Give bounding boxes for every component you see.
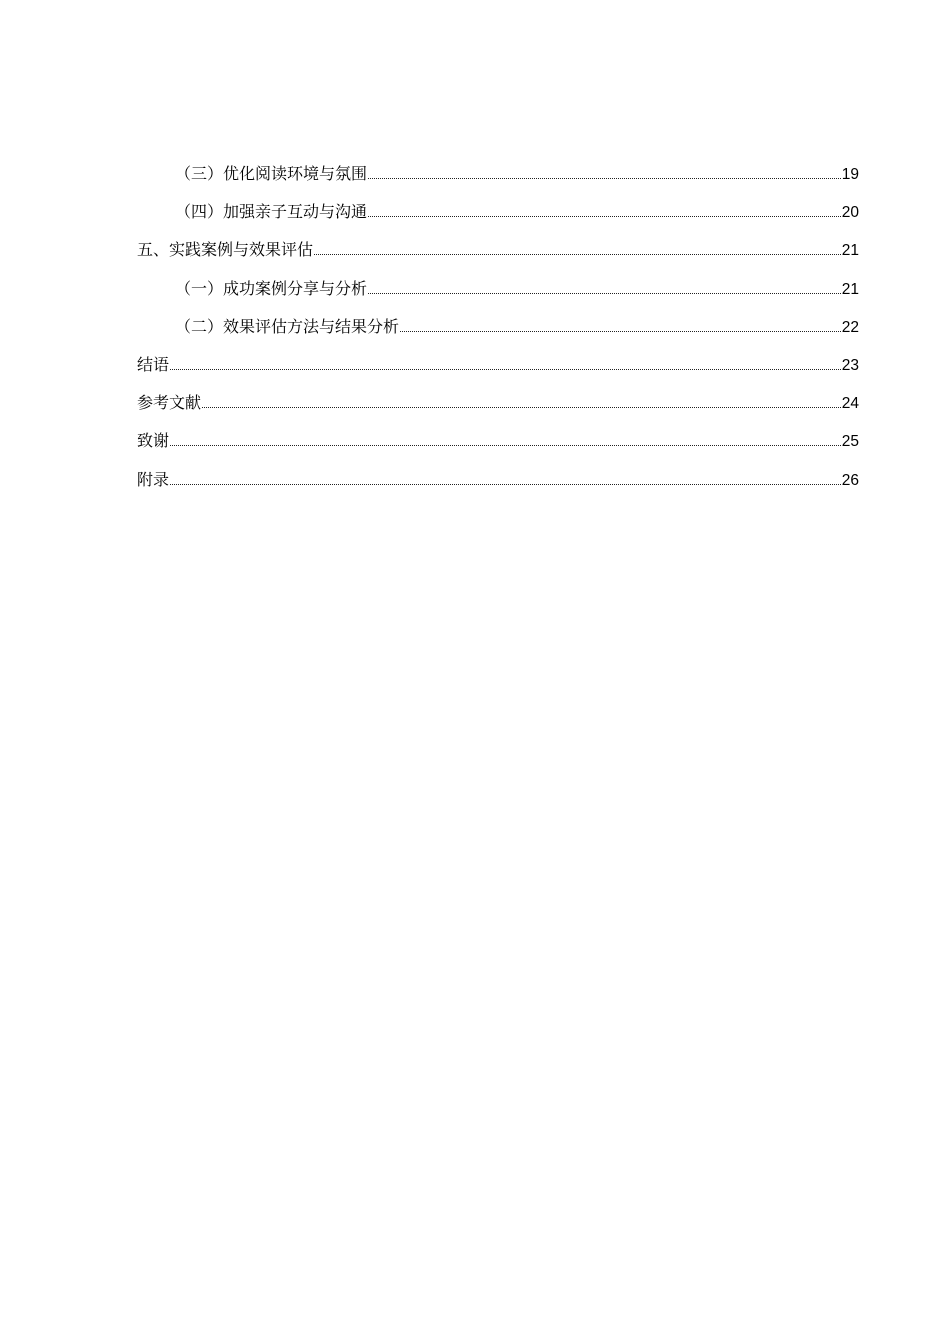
toc-page-number: 25: [841, 433, 859, 451]
toc-entry-title: （二）效果评估方法与结果分析: [175, 316, 400, 336]
toc-page-number: 19: [841, 166, 859, 183]
toc-dot-leader: [170, 484, 841, 485]
toc-page-number: 24: [841, 395, 859, 413]
toc-dot-leader: [400, 331, 841, 332]
toc-entry-conclusion[interactable]: [137, 351, 859, 389]
toc-entry-practice-cases[interactable]: [137, 236, 859, 274]
toc-entry-title: 五、实践案例与效果评估: [137, 240, 314, 260]
toc-entry-title: 结语: [137, 354, 170, 374]
toc-page-number: 21: [841, 280, 859, 298]
toc-page-number: 23: [841, 356, 859, 374]
toc-dot-leader: [368, 293, 841, 294]
toc-dot-leader: [368, 216, 841, 217]
toc-entry-optimize-reading-environment[interactable]: [137, 160, 859, 198]
toc-entry-parent-child-interaction[interactable]: [137, 198, 859, 236]
toc-entry-appendix[interactable]: [137, 466, 859, 504]
table-of-contents: [137, 160, 859, 504]
toc-dot-leader: [170, 445, 841, 446]
toc-page-number: 26: [841, 471, 859, 489]
toc-entry-title: 附录: [137, 469, 170, 489]
toc-dot-leader: [202, 407, 841, 408]
toc-dot-leader: [314, 254, 841, 255]
toc-entry-evaluation-methods[interactable]: [137, 313, 859, 351]
toc-dot-leader: [170, 369, 841, 370]
toc-page-number: 22: [841, 318, 859, 336]
toc-dot-leader: [368, 178, 841, 179]
toc-page-number: 21: [841, 242, 859, 260]
toc-entry-title: （四）加强亲子互动与沟通: [175, 202, 368, 222]
toc-page-number: 20: [841, 204, 859, 222]
toc-entry-title: 致谢: [137, 431, 170, 451]
toc-entry-success-cases[interactable]: [137, 275, 859, 313]
toc-entry-title: （一）成功案例分享与分析: [175, 278, 368, 298]
toc-entry-acknowledgements[interactable]: [137, 427, 859, 465]
toc-entry-title: （三）优化阅读环境与氛围: [175, 164, 368, 183]
toc-entry-title: 参考文献: [137, 393, 202, 413]
toc-entry-references[interactable]: [137, 389, 859, 427]
